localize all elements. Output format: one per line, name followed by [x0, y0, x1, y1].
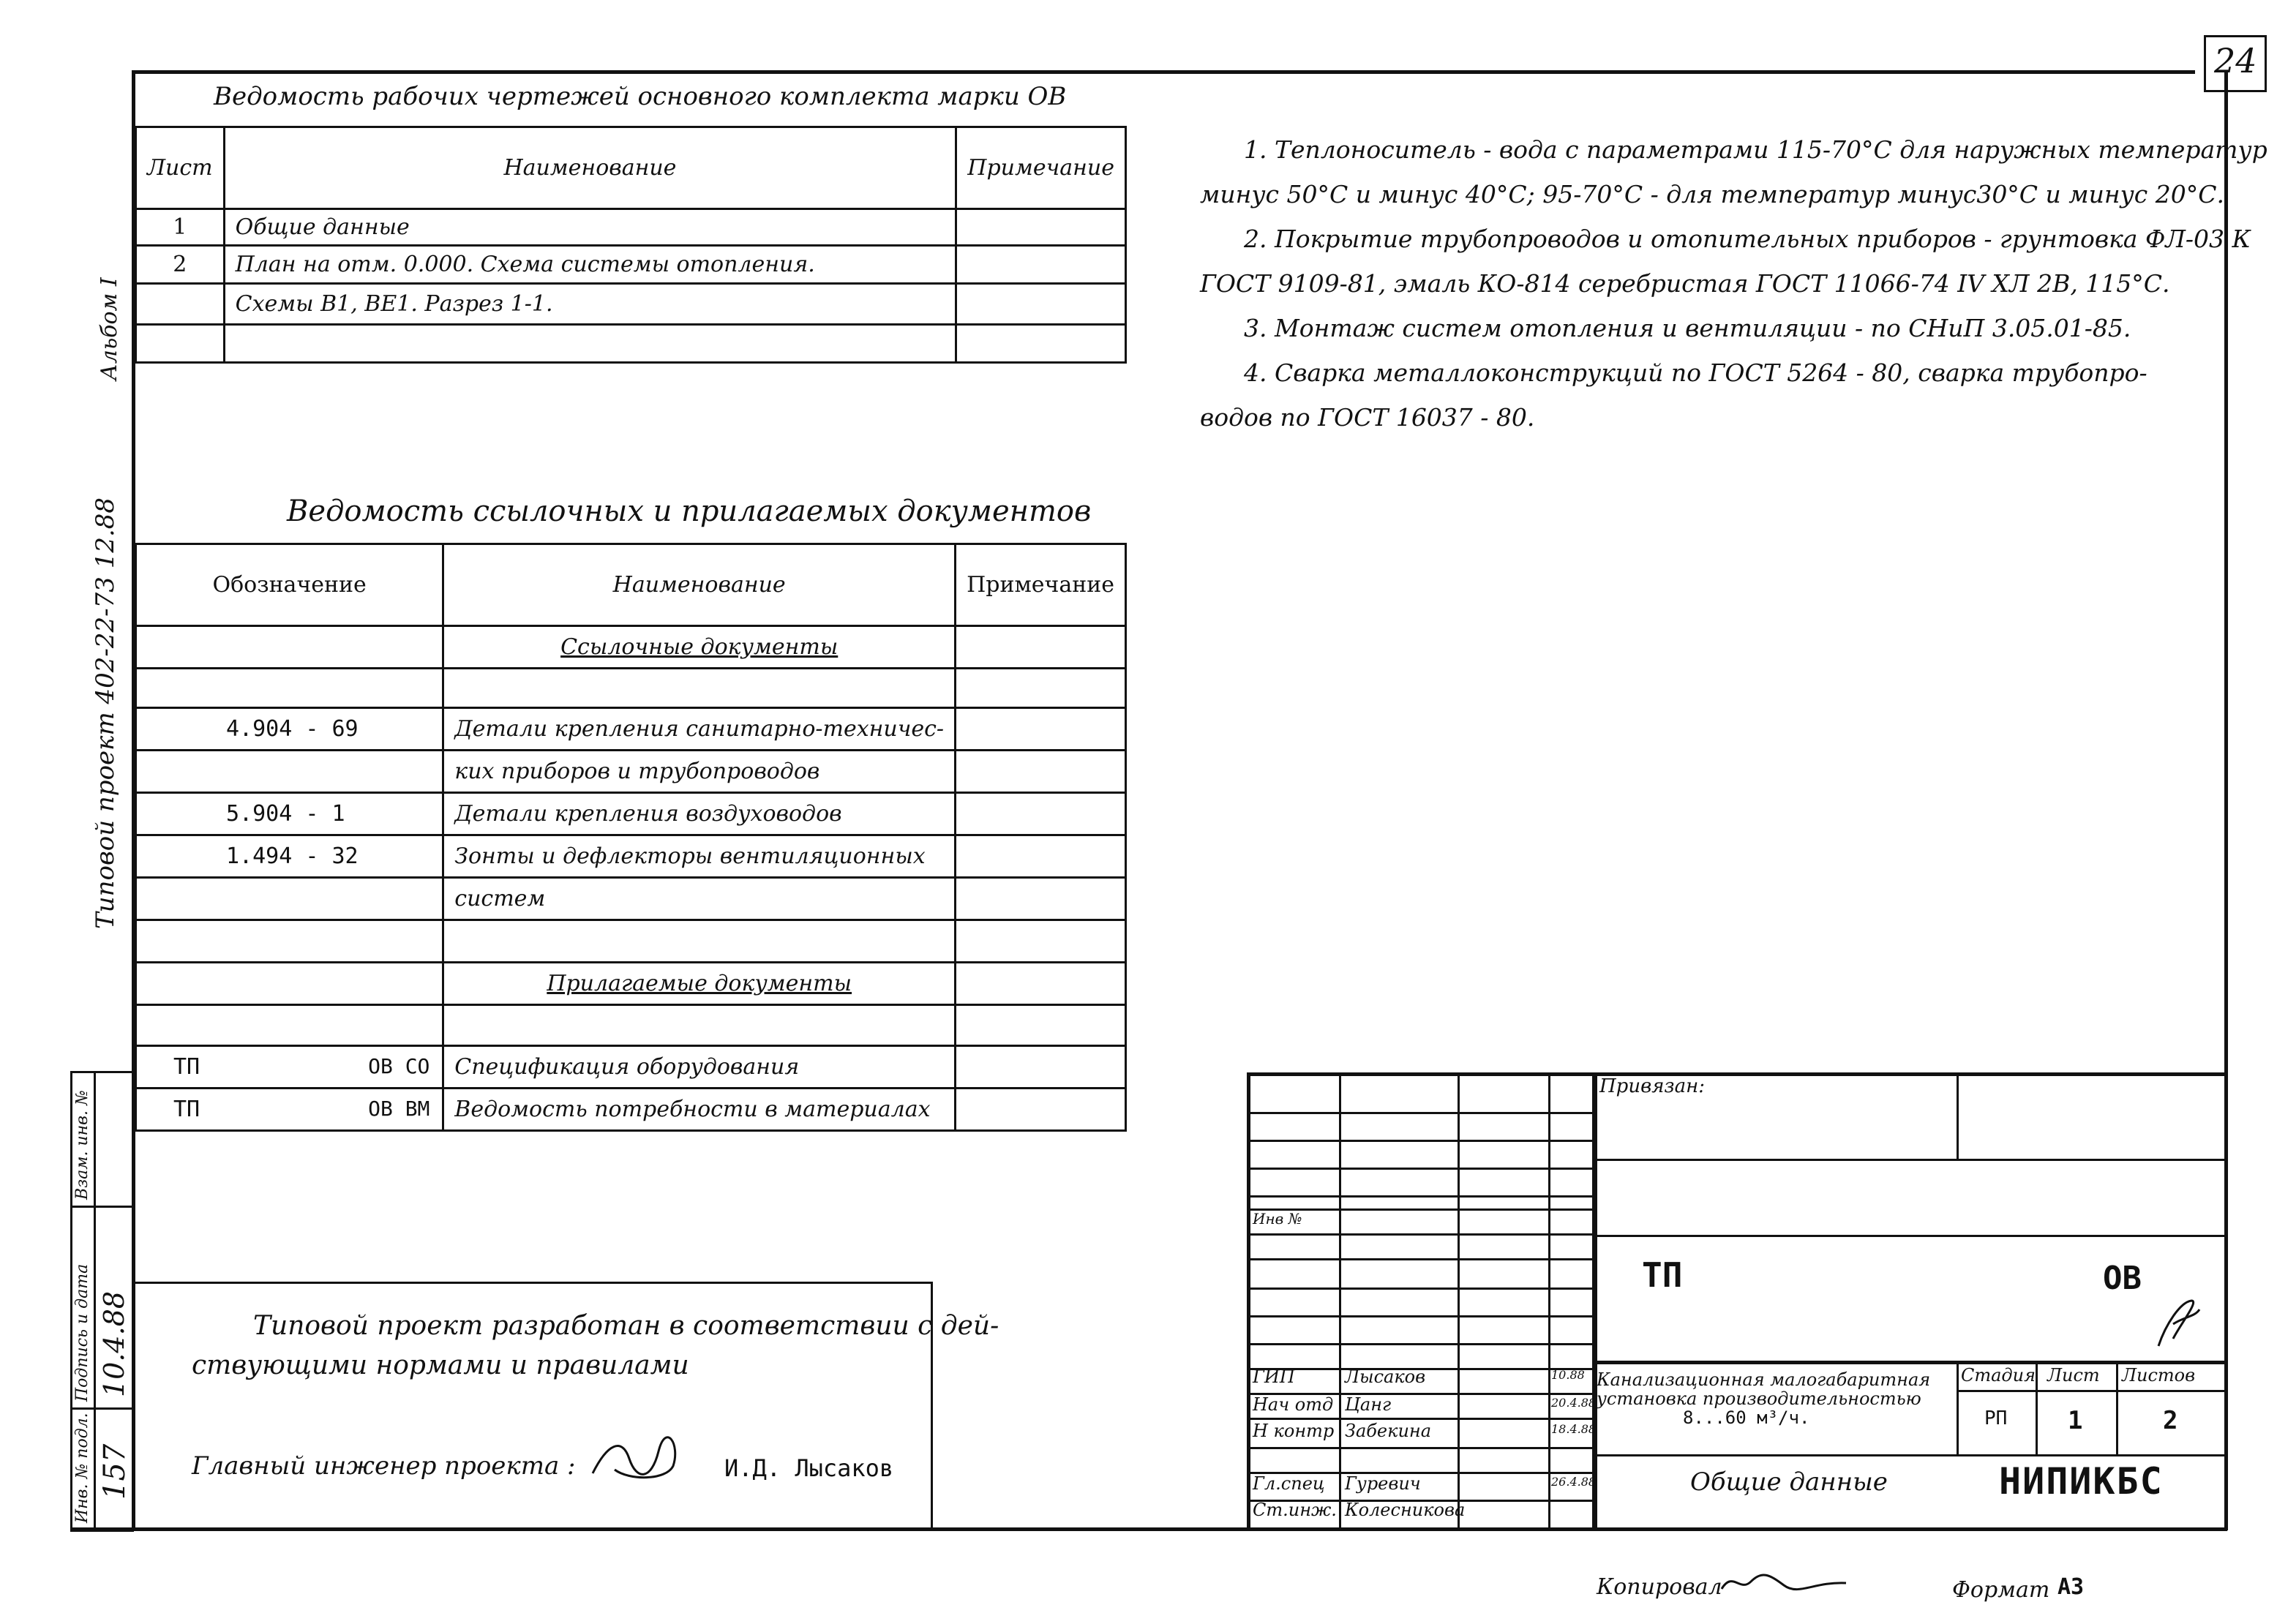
code-right: ОВ	[2103, 1260, 2142, 1297]
tb-col-line	[1957, 1072, 1959, 1160]
sheet-cell: 2	[136, 246, 225, 284]
name-cell: Детали крепления воздуховодов	[443, 793, 956, 835]
sheet-cell	[136, 325, 225, 363]
section-att-label: Прилагаемые документы	[443, 963, 956, 1005]
table-row	[136, 325, 1126, 363]
tb-row-line	[1247, 1112, 1594, 1114]
role-label: ГИП	[1253, 1367, 1295, 1387]
name-cell: Зонты и дефлекторы вентиляционных	[443, 835, 956, 878]
table-row	[136, 878, 1126, 920]
table-row	[136, 751, 1126, 793]
tb-row-line	[1247, 1168, 1594, 1170]
tb-row-line	[1247, 1447, 1594, 1449]
role-date: 10.88	[1551, 1368, 1585, 1382]
role-name: Забекина	[1345, 1421, 1432, 1441]
tb-main-line	[1594, 1361, 2224, 1364]
col-name-header: Наименование	[224, 127, 956, 209]
code-cell: 4.904 - 69	[136, 708, 443, 751]
code-b: ОВ ВМ	[368, 1097, 430, 1121]
note-line: 4. Сварка металлоконструкций по ГОСТ 5264 - 80, сварка трубопро-	[1244, 358, 2147, 387]
sheet-cell	[136, 284, 225, 325]
table-row	[136, 1005, 1126, 1046]
col-name-header: Наименование	[443, 544, 956, 626]
tb-row-line	[1247, 1287, 1594, 1290]
stamp-inv-label: Инв. № подл.	[73, 1413, 91, 1523]
tb-row-line	[1247, 1315, 1594, 1317]
docs-list-table	[135, 543, 1127, 1132]
format-label: Формат	[1952, 1577, 2050, 1603]
table-header-row	[136, 544, 1126, 626]
tb-col-line	[1957, 1361, 1959, 1454]
name-cell: Ведомость потребности в материалах	[443, 1089, 956, 1131]
section-row	[136, 626, 1126, 669]
code-cell	[136, 878, 443, 920]
stamp-divider	[94, 1071, 96, 1527]
copied-label: Копировал	[1597, 1574, 1722, 1600]
role-date: 18.4.88	[1551, 1422, 1597, 1436]
tb-main-line	[1594, 1072, 1597, 1527]
stamp-podp-label: Подпись и дата	[73, 1263, 91, 1402]
copied-signature	[1718, 1567, 1850, 1596]
note-cell	[956, 284, 1126, 325]
code-signature	[2151, 1295, 2202, 1350]
sheets-label: Листов	[2122, 1365, 2196, 1386]
name-cell: ких приборов и трубопроводов	[443, 751, 956, 793]
album-label: Альбом I	[97, 277, 122, 380]
note-line: 2. Покрытие трубопроводов и отопительных приборов - грунтовка ФЛ-03 К	[1244, 225, 2251, 253]
role-name: Лысаков	[1345, 1367, 1426, 1387]
stage-value: РП	[1984, 1407, 2008, 1429]
tb-row-line	[1957, 1390, 2224, 1392]
table-row	[136, 793, 1126, 835]
name-cell: Схемы В1, ВЕ1. Разрез 1-1.	[224, 284, 956, 325]
format-value: А3	[2057, 1574, 2085, 1600]
code-cell: 5.904 - 1	[136, 793, 443, 835]
note-cell	[956, 209, 1126, 246]
table-row	[136, 669, 1126, 708]
role-label: Ст.инж.	[1253, 1500, 1337, 1520]
code-left: ТП	[1642, 1255, 1683, 1295]
name-cell: Спецификация оборудования	[443, 1046, 956, 1089]
tb-row-line	[1247, 1195, 1594, 1198]
sheets-value: 2	[2163, 1406, 2178, 1435]
note-line: минус 50°С и минус 40°С; 95-70°С - для температур минус30°С и минус 20°С.	[1200, 180, 2224, 208]
project-label: Типовой проект 402-22-73 12.88	[91, 497, 120, 929]
code-cell	[136, 751, 443, 793]
tb-row-line	[1594, 1454, 2224, 1456]
chief-engineer-name: И.Д. Лысаков	[724, 1454, 894, 1482]
role-date: 20.4.88	[1551, 1396, 1597, 1410]
col-sheet-header: Лист	[136, 127, 225, 209]
role-label: Н контр	[1253, 1421, 1335, 1441]
tb-row-line	[1594, 1235, 2224, 1237]
tb-row-line	[1247, 1258, 1594, 1260]
notes-block	[1200, 127, 2267, 440]
role-row	[1250, 1500, 1594, 1525]
table-row	[136, 209, 1126, 246]
stamp-divider	[70, 1407, 132, 1410]
name-cell: План на отм. 0.000. Схема системы отопления.	[224, 246, 956, 284]
col-note-header: Примечание	[956, 127, 1126, 209]
compliance-text-2: ствующими нормами и правилами	[192, 1350, 689, 1380]
role-row	[1250, 1473, 1597, 1498]
name-cell: систем	[443, 878, 956, 920]
role-date: 26.4.88	[1551, 1475, 1597, 1489]
tb-row-line	[1247, 1343, 1594, 1345]
table-row	[136, 284, 1126, 325]
role-name: Цанг	[1345, 1394, 1392, 1415]
drawings-list-table	[135, 126, 1127, 364]
note-line: 3. Монтаж систем отопления и вентиляции - по СНиП 3.05.01-85.	[1244, 314, 2131, 342]
table-header-row	[136, 127, 1126, 209]
frame-top	[132, 70, 2195, 74]
chief-engineer-label: Главный инженер проекта :	[192, 1451, 576, 1481]
description-2: установка производительностью	[1597, 1388, 1921, 1409]
table-row	[136, 1046, 1126, 1089]
stamp-vzam-label: Взам. инв. №	[73, 1090, 91, 1200]
table-row	[136, 708, 1126, 751]
code-a: ТП	[173, 1097, 200, 1122]
role-name: Колесникова	[1345, 1500, 1466, 1520]
sheet-cell: 1	[136, 209, 225, 246]
name-cell: Общие данные	[224, 209, 956, 246]
role-row	[1250, 1394, 1597, 1419]
table-row	[136, 920, 1126, 963]
org-name: НИПИКБС	[1999, 1460, 2164, 1503]
tb-row-line	[1247, 1233, 1594, 1236]
description-1: Канализационная малогабаритная	[1597, 1369, 1931, 1390]
col-note-header: Примечание	[956, 544, 1126, 626]
code-cell	[136, 1046, 443, 1089]
name-cell	[224, 325, 956, 363]
inv-no-label: Инв №	[1253, 1210, 1302, 1228]
note-line: ГОСТ 9109-81, эмаль КО-814 серебристая ГОСТ 11066-74 IV ХЛ 2В, 115°С.	[1200, 269, 2170, 298]
tb-row-line	[1594, 1159, 2224, 1161]
compliance-text-1: Типовой проект разработан в соответствии с дей-	[253, 1311, 999, 1341]
description-3: 8...60 м³/ч.	[1683, 1407, 1810, 1428]
tb-row-line	[1247, 1140, 1594, 1142]
stamp-divider	[70, 1206, 132, 1208]
section-ref-label: Ссылочные документы	[443, 626, 956, 669]
note-cell	[956, 325, 1126, 363]
role-name: Гуревич	[1345, 1473, 1421, 1494]
drawings-list-title: Ведомость рабочих чертежей основного комплекта марки ОВ	[214, 82, 1067, 111]
code-a: ТП	[173, 1054, 200, 1080]
section-row	[136, 963, 1126, 1005]
stamp-inv-value: 157	[98, 1443, 132, 1500]
stamp-podp-value: 10.4.88	[98, 1290, 130, 1397]
table-row	[136, 246, 1126, 284]
role-row	[1250, 1421, 1597, 1446]
note-line: 1. Теплоноситель - вода с параметрами 115-70°С для наружных температур	[1244, 135, 2267, 164]
code-b: ОВ СО	[368, 1054, 430, 1078]
note-cell	[956, 246, 1126, 284]
docs-list-title: Ведомость ссылочных и прилагаемых документов	[287, 495, 1092, 528]
name-cell: Детали крепления санитарно-техничес-	[443, 708, 956, 751]
code-cell: 1.494 - 32	[136, 835, 443, 878]
note-line: водов по ГОСТ 16037 - 80.	[1200, 403, 1535, 432]
sheet-label: Лист	[2047, 1365, 2100, 1386]
stage-label: Стадия	[1961, 1365, 2036, 1386]
sheet-value: 1	[2068, 1406, 2083, 1435]
tb-col-line	[2036, 1361, 2038, 1454]
doc-name: Общие данные	[1690, 1467, 1888, 1497]
role-label: Гл.спец	[1253, 1473, 1325, 1494]
privyazan-label: Привязан:	[1599, 1075, 1705, 1097]
role-label: Нач отд	[1253, 1394, 1334, 1415]
table-row	[136, 835, 1126, 878]
tb-col-line	[2116, 1361, 2118, 1454]
code-cell	[136, 1089, 443, 1131]
table-row	[136, 1089, 1126, 1131]
role-row	[1250, 1367, 1594, 1391]
page-number: 24	[2214, 41, 2257, 80]
chief-signature	[585, 1429, 688, 1488]
col-code-header: Обозначение	[136, 544, 443, 626]
